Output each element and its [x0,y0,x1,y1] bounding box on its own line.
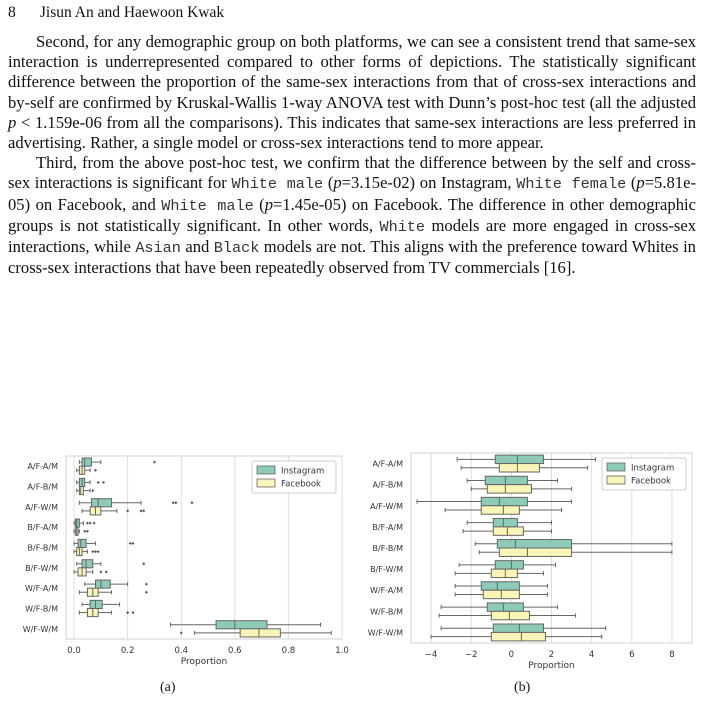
math-variable: p [264,194,273,214]
text-run: ( [253,194,265,214]
box [95,580,110,588]
text-run: Second, for any demographic group on both platforms, we can see a consistent trend that same-sex interaction is underrepresented compared to other forms of depictions. The statistically significant difference between the proportion of the same-sex interactions from that of cross-sex interactions and by-self are confirmed by Kruskal-Wallis 1-way ANOVA test with Dunn’s post-hoc test (all the adjusted [8,32,696,112]
x-tick-label: 6 [629,650,635,660]
page-number: 8 [8,4,16,21]
box [493,624,543,632]
legend-swatch-facebook [607,476,625,484]
y-tick-label: A/F-W/M [25,502,58,512]
legend-label: Instagram [631,463,675,474]
box [481,497,527,505]
text-run: ( [626,173,637,193]
running-head-authors: Jisun An and Haewoon Kwak [39,4,225,21]
y-tick-label: W/F-A/M [25,584,58,594]
inline-code: White male [161,196,254,215]
text-run: ( [323,173,334,193]
text-run: models are not. This aligns with the preference toward Whites in cross-sex interactions that have been repeatedly observed from TV commercials [16]. [8,237,696,278]
math-variable: p [636,173,645,193]
text-run: =5.81e-05) on Facebook, and [8,173,696,214]
y-tick-label: B/F-B/M [372,544,403,553]
paragraph [8,153,696,278]
box [493,527,523,535]
y-tick-label: A/F-B/M [27,482,58,492]
y-tick-label: A/F-A/M [372,459,403,469]
y-tick-label: W/F-W/M [367,628,403,638]
x-tick-label: 0.6 [228,646,242,656]
y-tick-label: A/F-A/M [27,462,58,472]
inline-code: Asian [135,239,181,258]
y-tick-label: A/F-W/M [370,501,403,511]
y-tick-label: B/F-W/M [370,565,403,575]
x-tick-label: 0 [508,650,515,660]
legend-swatch-instagram [607,463,625,471]
math-variable: p [8,112,17,132]
x-tick-label: 4 [588,650,595,660]
legend-label: Facebook [281,479,321,490]
y-tick-label: B/F-A/M [372,522,403,532]
box [499,464,539,472]
box [481,582,519,590]
x-tick-label: 1.0 [335,646,349,656]
box [485,476,527,484]
figure-caption-b: (b) [514,680,531,695]
x-tick-label: −2 [464,650,478,660]
y-tick-label: A/F-B/M [372,480,403,490]
legend-label: Facebook [631,476,671,487]
box [491,632,545,640]
x-tick-label: −4 [424,650,438,660]
y-tick-label: B/F-B/M [27,543,58,553]
y-tick-label: W/F-B/M [25,604,58,614]
boxplot-a [0,450,352,675]
boxplot-b [352,450,704,675]
y-tick-label: B/F-A/M [27,523,58,533]
legend-swatch-facebook [257,479,275,487]
y-tick-label: W/F-W/M [22,624,58,634]
x-tick-label: 2 [548,650,555,660]
text-run: and [180,237,214,257]
y-tick-label: W/F-B/M [370,607,403,617]
box [82,560,93,568]
inline-code: White male [231,175,324,194]
x-tick-label: 0.2 [120,646,135,656]
paragraph [8,32,696,153]
box [487,603,523,611]
inline-code: White female [516,175,627,194]
body-text [8,32,696,278]
box [240,629,280,637]
text-run: Third, from the above post-hoc test, we confirm that the difference between by the self and cross-sex interactions is significant for [8,153,696,193]
legend-label: Instagram [281,466,325,477]
y-tick-label: W/F-A/M [370,586,403,596]
figure-caption-a: (a) [160,680,176,695]
box [481,506,519,514]
box [216,621,267,629]
box [491,611,529,619]
legend-swatch-instagram [257,466,275,474]
box [487,485,531,493]
text-run: =1.45e-05) on Facebook. The difference in other demographic groups is not statistically significant. In other words, [8,194,696,235]
box [79,487,83,495]
box [493,518,517,526]
box [495,455,543,463]
text-run: models are more engaged in cross-sex interactions, while [8,215,696,257]
box [91,499,111,507]
box [499,548,571,556]
x-tick-label: 0.8 [281,646,296,656]
box [78,539,86,547]
inline-code: White [379,217,426,236]
box [495,561,523,569]
x-tick-label: 0.0 [67,646,81,656]
box [82,458,91,466]
page-header [8,4,224,22]
text-run: < 1.159e-06 from all the comparisons). This indicates that same-sex interactions are less preferred in advertising. Rather, a single model or cross-sex interactions tend to more appear. [8,112,696,153]
box [497,540,571,548]
x-tick-label: 8 [669,650,675,660]
x-tick-label: 0.4 [174,646,188,656]
text-run: =3.15e-02) on Instagram, [341,173,517,193]
math-variable: p [333,173,342,193]
box [491,569,517,577]
y-tick-label: B/F-W/M [25,563,58,573]
inline-code: Black [213,239,260,258]
box [90,600,102,608]
x-axis-label: Proportion [528,661,575,671]
x-axis-label: Proportion [180,657,228,667]
box [75,519,79,527]
